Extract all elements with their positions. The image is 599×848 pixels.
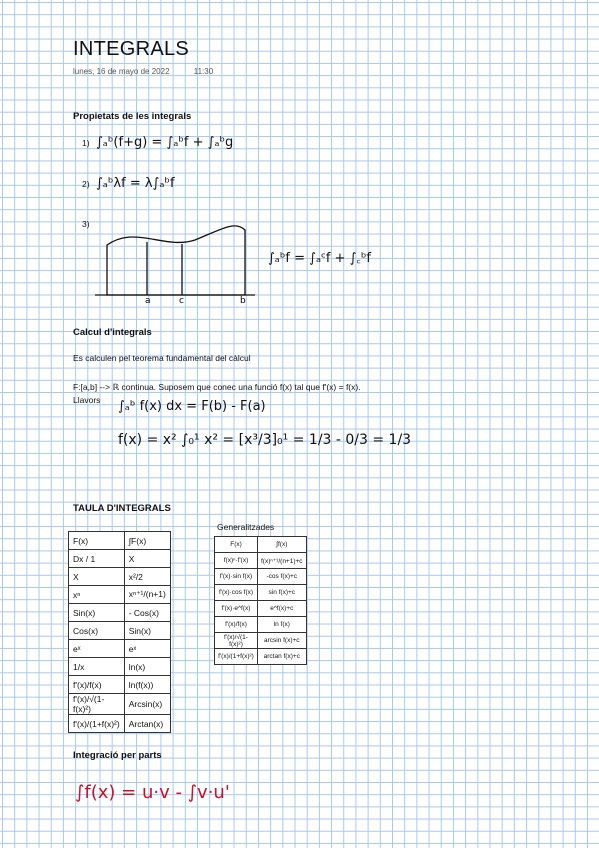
table-cell-function: X [69,568,125,586]
table-row [69,550,171,568]
section-heading-parts: Integració per parts [73,750,162,761]
table-cell-integral: ln f(x) [258,617,307,633]
page-title: INTEGRALS [73,38,190,60]
table-cell-integral: -cos f(x)+c [258,569,307,585]
table-cell-function: f'(x)/f(x) [215,617,258,633]
table-row [69,604,171,622]
table-cell-integral: arctan f(x)+c [258,649,307,665]
table-row [69,640,171,658]
table-cell-function: 1/x [69,658,125,676]
table-row [215,569,307,585]
table-cell-integral: xⁿ⁺¹/(n+1) [124,586,170,604]
table-cell-function: eˣ [69,640,125,658]
table-cell-function: F(x) [69,532,125,550]
fundamental-theorem-formula: ∫ₐᵇ f(x) dx = F(b) - F(a) [118,399,266,414]
property-1-formula: ∫ₐᵇ(f+g) = ∫ₐᵇf + ∫ₐᵇg [96,135,234,150]
section-heading-calcul: Calcul d'integrals [73,327,152,338]
section-heading-properties: Propietats de les integrals [73,111,192,122]
table-row [69,568,171,586]
table-cell-integral: sin f(x)+c [258,585,307,601]
graph-label-a: a [145,296,151,305]
table-row [215,633,307,649]
table-cell-function: f'(x)/(1+f(x)²) [69,715,125,733]
table-row [215,617,307,633]
table-row [69,532,171,550]
table-cell-integral: ∫f(x) [258,537,307,553]
table-cell-integral: x²/2 [124,568,170,586]
table-row [69,715,171,733]
table-cell-integral: e^f(x)+c [258,601,307,617]
table-cell-integral: - Cos(x) [124,604,170,622]
table-cell-function: f'(x)·cos f(x) [215,585,258,601]
property-2-formula: ∫ₐᵇλf = λ∫ₐᵇf [96,176,175,191]
property-3-formula: ∫ₐᵇf = ∫ₐᶜf + ∫꜀ᵇf [268,251,371,266]
calcul-line-3: Llavors [73,395,101,405]
integration-by-parts-formula: ∫f(x) = u·v - ∫v·u' [75,782,230,803]
property-1-number: 1) [82,138,90,148]
table-row [69,586,171,604]
table-row [215,585,307,601]
table-cell-integral: eˣ [124,640,170,658]
graph-label-b: b [240,296,246,305]
generalized-integrals-table [214,536,307,665]
table-cell-integral: ln(x) [124,658,170,676]
table-cell-function: Sin(x) [69,604,125,622]
table-row [69,658,171,676]
table-cell-function: f'(x)/√(1-f(x)²) [69,694,125,715]
table-cell-integral: Arctan(x) [124,715,170,733]
table-cell-function: f'(x)/f(x) [69,676,125,694]
table-row [215,601,307,617]
table-row [69,676,171,694]
table-cell-integral: ∫F(x) [124,532,170,550]
table-cell-integral: arcsin f(x)+c [258,633,307,649]
table-row [215,553,307,569]
table-cell-function: f'(x)·e^f(x) [215,601,258,617]
table-row [69,694,171,715]
table-row [215,537,307,553]
table-cell-function: F(x) [215,537,258,553]
table-cell-integral: ln(f(x)) [124,676,170,694]
generalized-label: Generalitzades [217,522,275,532]
table-cell-function: f'(x)/√(1-f(x)²) [215,633,258,649]
page-date: lunes, 16 de mayo de 2022 [73,67,170,76]
table-cell-function: Dx / 1 [69,550,125,568]
table-cell-function: f(x)ⁿ·f'(x) [215,553,258,569]
table-cell-function: f'(x)·sin f(x) [215,569,258,585]
table-cell-function: Cos(x) [69,622,125,640]
integrals-table [68,531,171,733]
table-cell-integral: Sin(x) [124,622,170,640]
table-cell-function: xⁿ [69,586,125,604]
table-row [69,622,171,640]
additivity-graph [95,215,260,305]
page-meta [73,67,235,76]
table-cell-function: f'(x)/(1+f(x)²) [215,649,258,665]
section-heading-table: TAULA D'INTEGRALS [73,503,171,514]
calcul-line-2: F:[a,b] --> ℝ continua. Suposem que conec una funció f(x) tal que f'(x) = f(x). [73,382,361,392]
property-2-number: 2) [82,179,90,189]
graph-label-c: c [179,296,184,305]
table-row [215,649,307,665]
calcul-line-1: Es calculen pel teorema fundamental del càlcul [73,353,251,363]
property-3-number: 3) [82,219,90,229]
example-integral-formula: f(x) = x² ∫₀¹ x² = [x³/3]₀¹ = 1/3 - 0/3 = 1/3 [118,432,412,448]
table-cell-integral: Arcsin(x) [124,694,170,715]
page-time: 11:30 [193,67,214,76]
table-cell-integral: X [124,550,170,568]
table-cell-integral: f(x)ⁿ⁺¹/(n+1)+c [258,553,307,569]
